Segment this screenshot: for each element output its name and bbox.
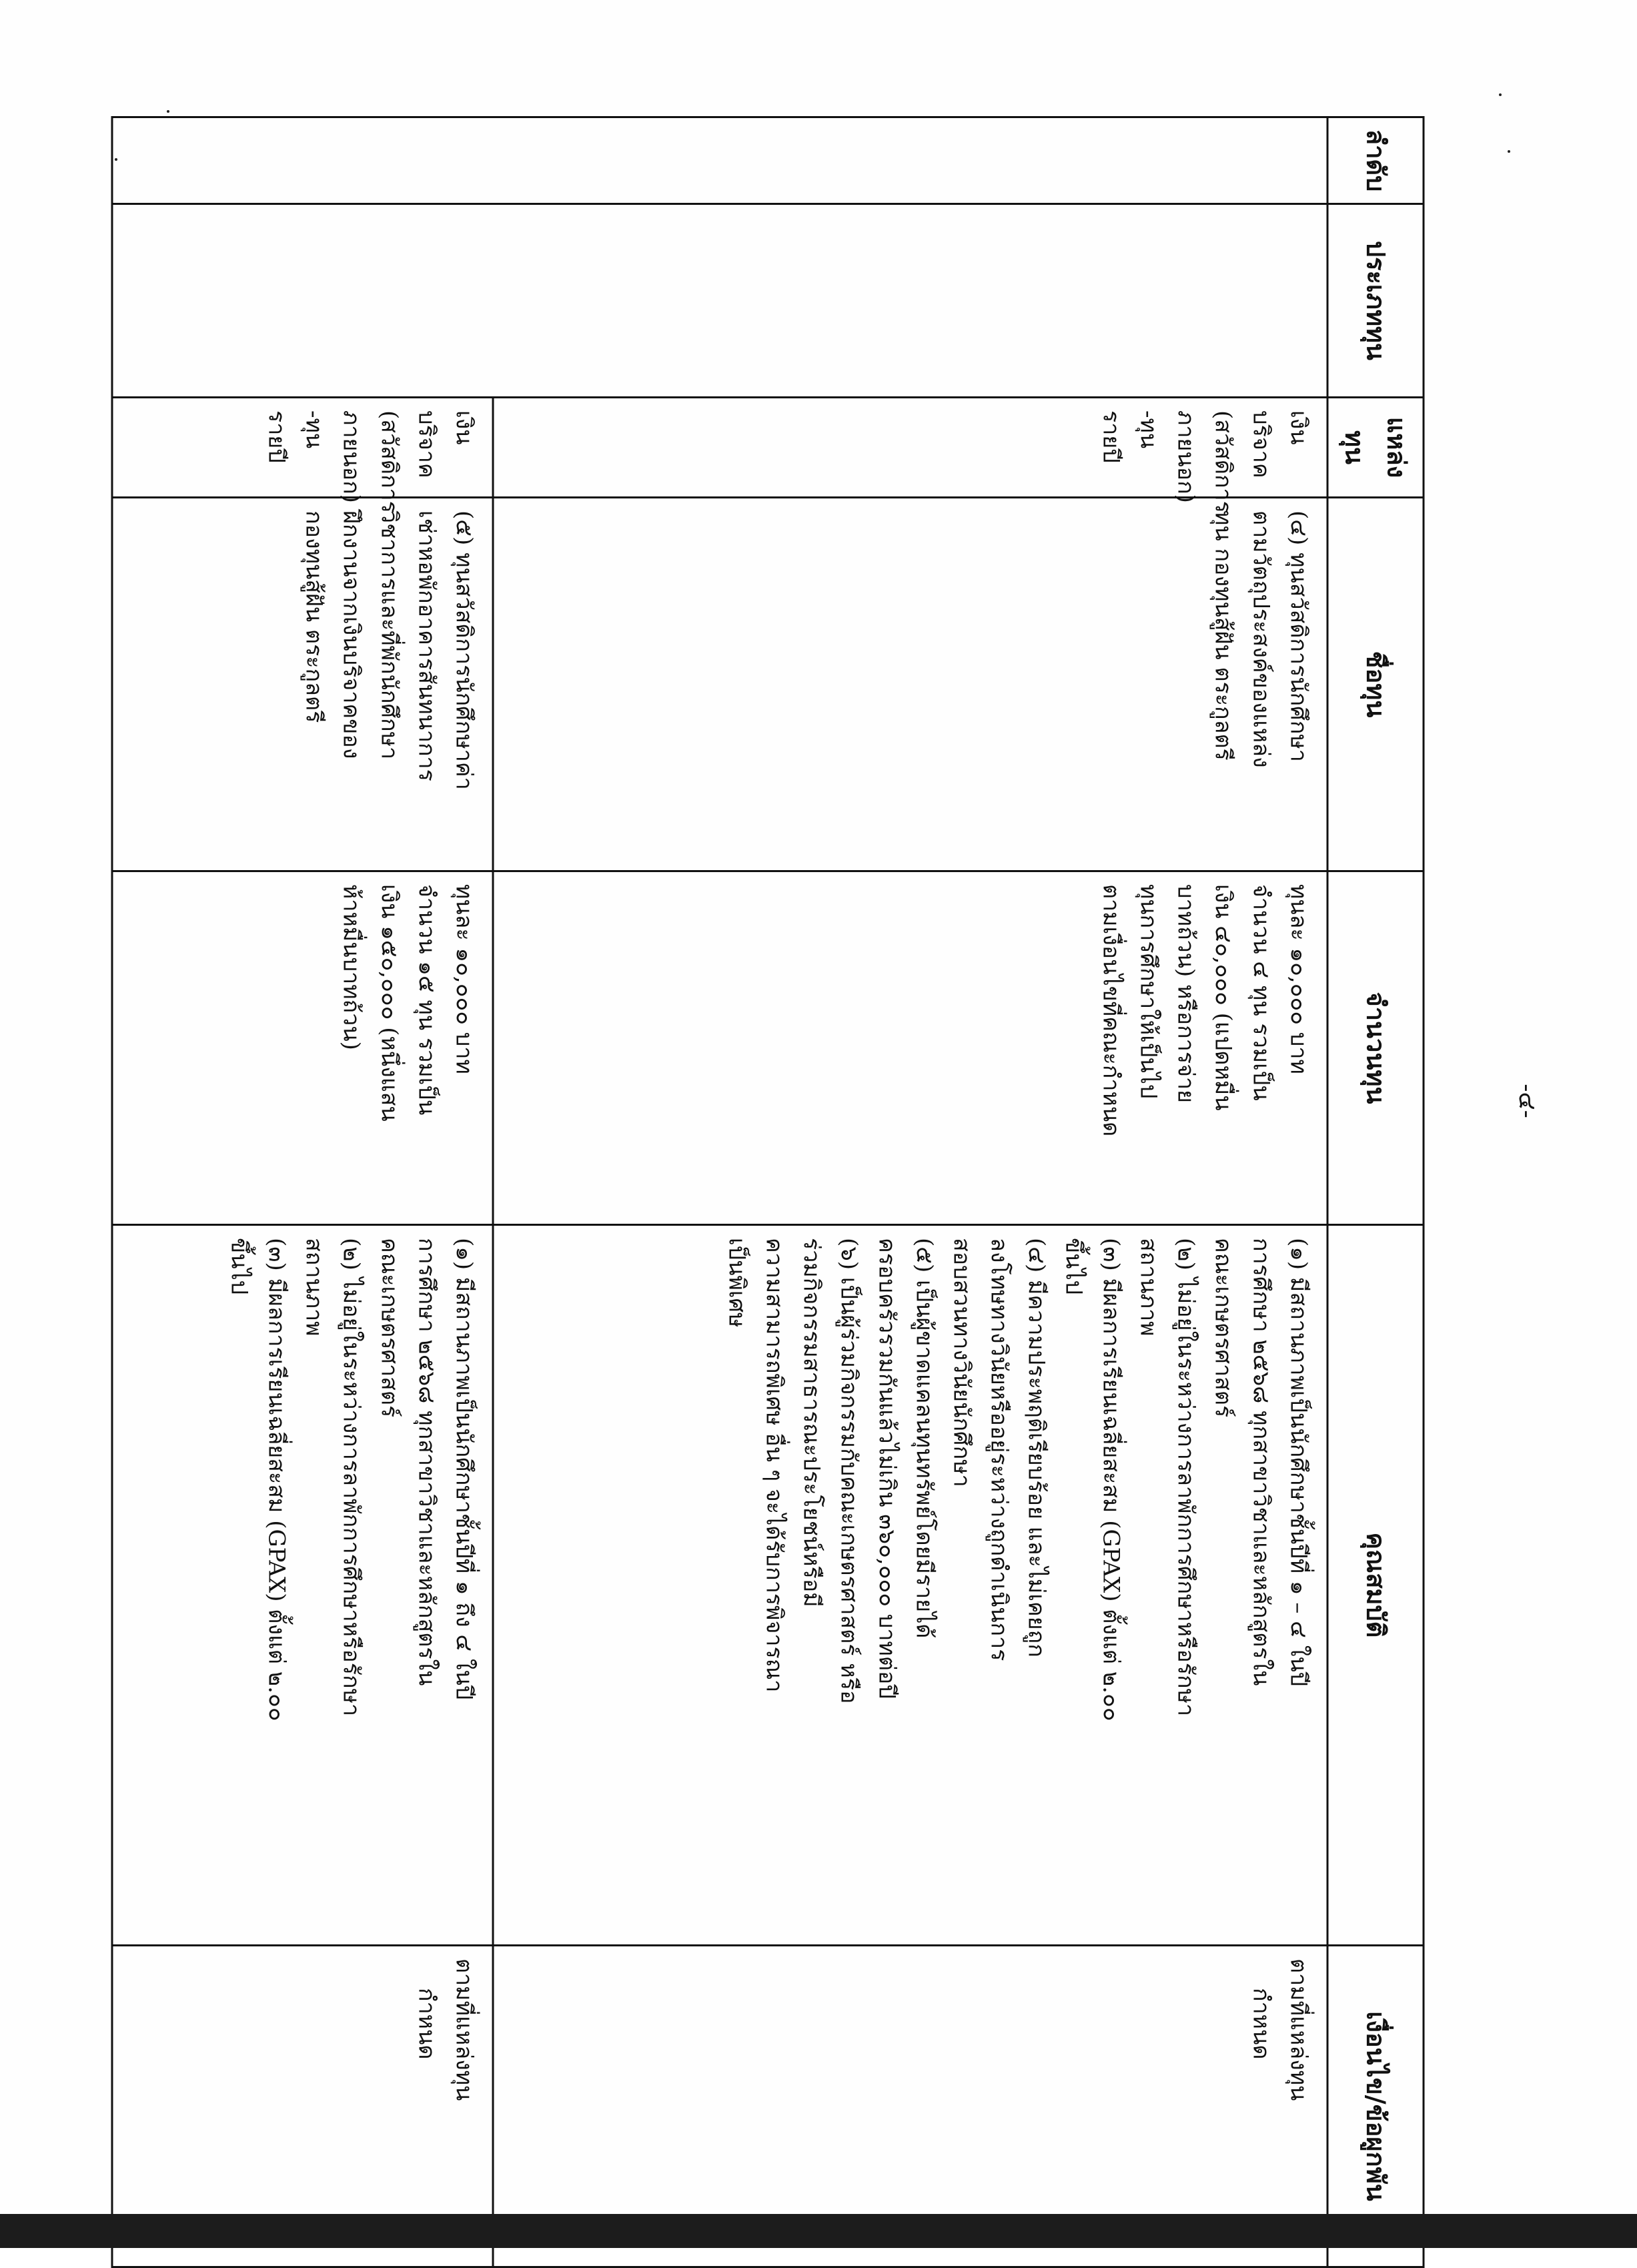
qualification-line: การศึกษา ๒๕๖๘ ทุกสาขาวิชาและหลักสูตรใน <box>1247 1238 1275 1686</box>
name-line: วิชาการและที่พักนักศึกษา <box>376 510 403 760</box>
cell-type <box>112 204 1327 398</box>
qualification-line: (๓) มีผลการเรียนเฉลี่ยสะสม (GPAX) ตั้งแต่ ๒.๐๐ <box>1097 1238 1125 1722</box>
qualification-line: คณะเกษตรศาสตร์ <box>376 1238 403 1418</box>
qualification-line: (๕) เป็นผู้ขาดแคลนทุนทรัพย์โดยมีรายได้ <box>911 1238 938 1639</box>
qualification-line: (๒) ไม่อยู่ในระหว่างการลาพักการศึกษาหรือรักษา <box>1172 1238 1199 1717</box>
qualification-line: สอบสวนทางวินัยนักศึกษา <box>948 1238 975 1487</box>
cell-order <box>112 117 1327 204</box>
amount-line: ทุนการศึกษาให้เป็นไป <box>1135 884 1162 1099</box>
amount-line: ทุนละ ๑๐,๐๐๐ บาท <box>450 884 478 1074</box>
amount-line: เงิน ๑๕๐,๐๐๐ (หนึ่งแสน <box>376 884 403 1122</box>
source-line: เงินบริจาค <box>413 410 478 478</box>
qualification-line: (๒) ไม่อยู่ในระหว่างการลาพักการศึกษาหรือรักษา <box>338 1238 365 1717</box>
amount-line: ห้าหมื่นบาทถ้วน) <box>338 884 365 1050</box>
cell-name <box>493 498 1327 871</box>
cell-source <box>493 398 1327 513</box>
name-line: ตามวัตถุประสงค์ของแหล่ง <box>1247 510 1275 768</box>
qualification-line: คณะเกษตรศาสตร์ <box>1209 1238 1237 1418</box>
condition-line: กำหนด <box>1247 1988 1275 2060</box>
header-type: ประเภททุน <box>1327 204 1424 398</box>
condition-line: ตามที่แหล่งทุน <box>1285 1958 1312 2101</box>
qualification-line: สถานภาพ <box>300 1238 328 1337</box>
condition-line: กำหนด <box>413 1988 440 2060</box>
qualification-line: เป็นพิเศษ <box>723 1238 750 1328</box>
qualification-line: ลงโทษทางวินัยหรืออยู่ระหว่างถูกดำเนินการ <box>985 1238 1013 1661</box>
amount-line: ตามเงื่อนไขที่คณะกำหนด <box>1097 884 1125 1137</box>
cell-amount <box>112 871 493 1225</box>
cell-amount <box>493 871 1327 1225</box>
qualification-line: (๑) มีสถานภาพเป็นนักศึกษาชั้นปีที่ ๑ – ๔ ในปี <box>1285 1238 1312 1687</box>
header-name: ชื่อทุน <box>1327 498 1424 871</box>
name-line: ฝึกงานจากเงินบริจาคของ <box>338 510 365 759</box>
qualification-line: (๖) เป็นผู้ร่วมกิจกรรมกับคณะเกษตรศาสตร์ หรือ <box>836 1238 863 1704</box>
source-line: ภายนอก) <box>1172 410 1199 503</box>
qualification-line: (๑) มีสถานภาพเป็นนักศึกษาชั้นปีที่ ๑ ถึง ๔ ในปี <box>450 1238 478 1700</box>
qualification-line: (๓) มีผลการเรียนเฉลี่ยสะสม (GPAX) ตั้งแต่ ๒.๐๐ <box>263 1238 290 1722</box>
header-order: ลำดับ <box>1327 117 1424 204</box>
page-number: -๔- <box>1513 1084 1541 1118</box>
scan-bottom-edge <box>0 2214 1637 2248</box>
qualification-line: ขึ้นไป <box>225 1238 253 1295</box>
amount-line: เงิน ๔๐,๐๐๐ (แปดหมื่น <box>1209 884 1237 1111</box>
table-header-row <box>1327 117 1424 2267</box>
name-line: (๕) ทุนสวัสดิการนักศึกษาค่า <box>450 510 478 790</box>
qualification-line: ร่วมกิจกรรมสาธารณะประโยชน์หรือมี <box>798 1238 825 1607</box>
qualification-line: การศึกษา ๒๕๖๘ ทุกสาขาวิชาและหลักสูตรใน <box>413 1238 440 1686</box>
cell-qualifications <box>493 1225 1327 1946</box>
amount-line: บาทถ้วน) หรือการจ่าย <box>1172 884 1199 1104</box>
header-conditions: เงื่อนไข/ข้อผูกพัน <box>1327 1946 1424 2267</box>
name-line: (๔) ทุนสวัสดิการนักศึกษา <box>1285 510 1312 762</box>
scan-speck <box>1499 93 1502 96</box>
source-line: ภายนอก) <box>338 410 365 503</box>
scan-speck <box>167 110 169 113</box>
qualification-line: ครอบครัวรวมกันแล้วไม่เกิน ๓๖๐,๐๐๐ บาทต่อปี <box>873 1238 901 1699</box>
source-line: (สวัสดิการ <box>376 410 403 513</box>
name-line: เช่าหอพักอาคารสันทนาการ <box>413 510 440 781</box>
condition-line: ตามที่แหล่งทุน <box>450 1958 478 2101</box>
source-line: -ทุนรายปี <box>1097 410 1162 463</box>
source-line: เงินบริจาค <box>1247 410 1312 478</box>
name-line: กองทุนสู้ฝัน ตระกูลตรี <box>300 510 328 723</box>
header-source: แหล่งทุน <box>1327 398 1424 498</box>
source-line: (สวัสดิการ <box>1209 410 1237 513</box>
header-qualifications: คุณสมบัติ <box>1327 1225 1424 1946</box>
qualification-line: (๔) มีความประพฤติเรียบร้อย และไม่เคยถูก <box>1023 1238 1050 1657</box>
qualification-line: ความสามารถพิเศษ อื่น ๆ จะได้รับการพิจารณา <box>760 1238 788 1693</box>
amount-line: ทุนละ ๑๐,๐๐๐ บาท <box>1285 884 1312 1074</box>
table-row <box>493 117 1327 2267</box>
cell-qualifications <box>112 1225 493 1946</box>
cell-name <box>112 498 493 871</box>
header-amount: จำนวนทุน <box>1327 871 1424 1225</box>
qualification-line: ขึ้นไป <box>1060 1238 1087 1295</box>
scholarship-table-wrapper <box>111 116 1425 2266</box>
name-line: ทุน กองทุนสู้ฝัน ตระกูลตรี <box>1209 510 1237 761</box>
qualification-line: สถานภาพ <box>1135 1238 1162 1337</box>
source-line: -ทุนรายปี <box>263 410 328 463</box>
amount-line: จำนวน ๑๕ ทุน รวมเป็น <box>413 884 440 1116</box>
table-row <box>112 117 493 2267</box>
scan-speck <box>1508 150 1510 153</box>
scholarship-table <box>111 116 1425 2268</box>
cell-source <box>112 398 493 513</box>
amount-line: จำนวน ๔ ทุน รวมเป็น <box>1247 884 1275 1101</box>
